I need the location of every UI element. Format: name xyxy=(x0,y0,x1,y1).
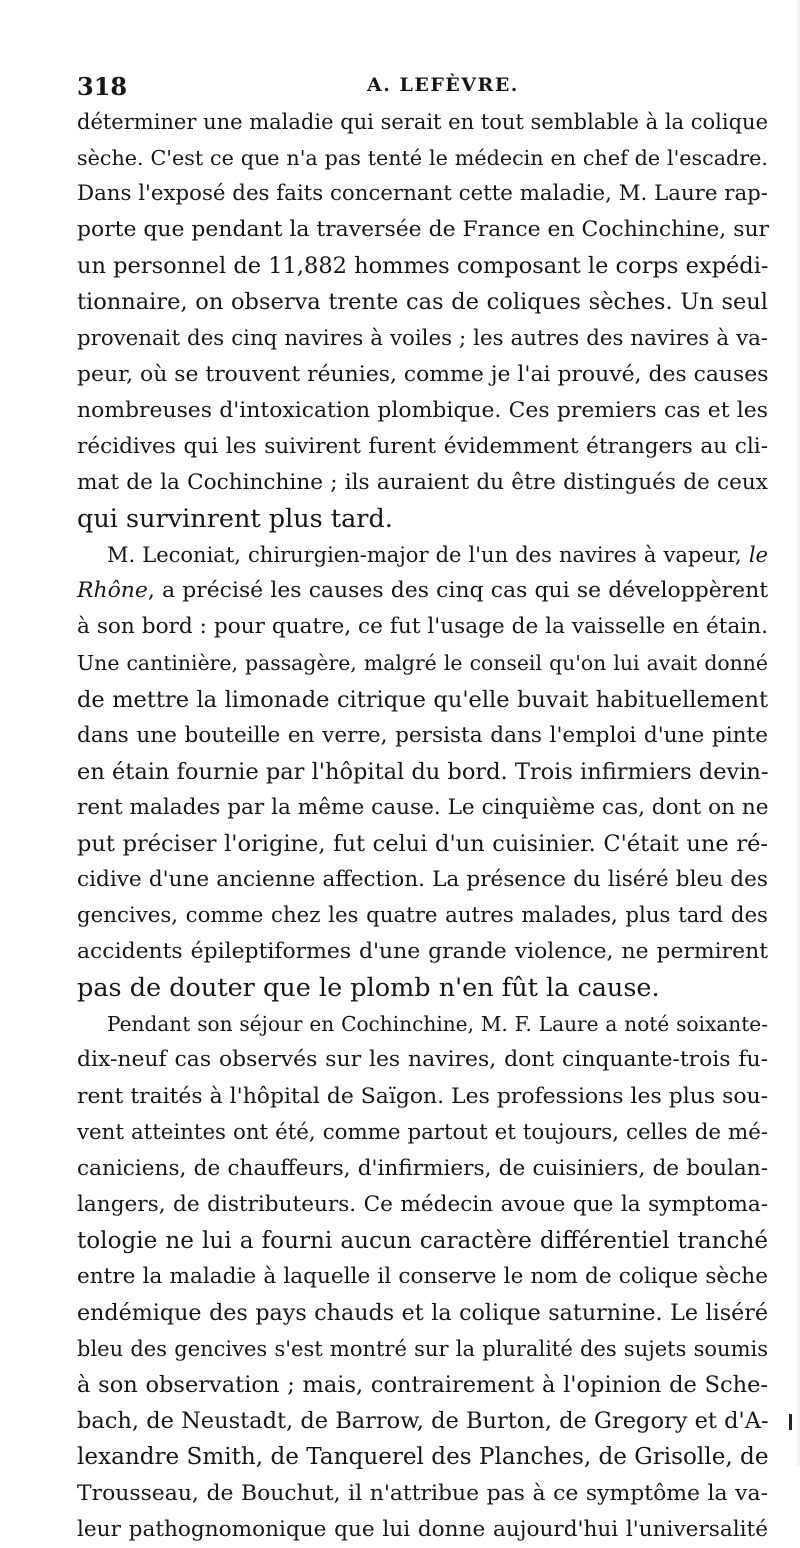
text-line xyxy=(77,1476,768,1512)
text-line xyxy=(77,754,768,790)
text-line xyxy=(77,537,768,573)
line-text: cidive d'une ancienne affection. La présence du liséré bleu des xyxy=(77,866,768,892)
text-line xyxy=(77,501,768,537)
text-line xyxy=(77,898,768,934)
text-line xyxy=(77,1512,768,1548)
text-line xyxy=(77,573,768,609)
line-text: M. Leconiat, chirurgien-major de l'un des navires à vapeur, xyxy=(107,543,749,568)
line-text: pas de douter que le plomb n'en fût la cause. xyxy=(77,973,660,1004)
text-line xyxy=(77,429,768,465)
line-text: Trousseau, de Bouchut, il n'attribue pas à ce symptôme la va- xyxy=(77,1480,768,1506)
page-header xyxy=(77,72,767,106)
body-text xyxy=(77,104,768,1548)
line-text: rent traités à l'hôpital de Saïgon. Les professions les plus sou- xyxy=(77,1083,768,1109)
line-text: gencives, comme chez les quatre autres malades, plus tard des xyxy=(77,903,768,929)
line-text: dix-neuf cas observés sur les navires, dont cinquante-trois fu- xyxy=(77,1047,768,1073)
running-head: A. LEFÈVRE. xyxy=(367,74,519,96)
line-text: caniciens, de chauffeurs, d'infirmiers, de cuisiniers, de boulan- xyxy=(77,1155,768,1181)
line-text: endémique des pays chauds et la colique saturnine. Le liséré xyxy=(77,1300,768,1327)
text-line xyxy=(77,1079,768,1115)
text-line xyxy=(77,1115,768,1151)
text-line xyxy=(77,718,768,754)
text-line xyxy=(77,104,768,140)
text-line xyxy=(77,970,768,1006)
text-line xyxy=(77,465,768,501)
line-text: tionnaire, on observa trente cas de coliques sèches. Un seul xyxy=(77,289,768,316)
text-line xyxy=(77,826,768,862)
line-text: en étain fournie par l'hôpital du bord. Trois infirmiers devin- xyxy=(77,758,769,785)
line-text: mat de la Cochinchine ; ils auraient du être distingués de ceux xyxy=(77,469,768,495)
page-edge xyxy=(794,0,800,1466)
text-line xyxy=(77,1403,768,1439)
line-text: nombreuses d'intoxication plombique. Ces premiers cas et les xyxy=(77,397,768,423)
text-line xyxy=(77,1042,768,1078)
text-line xyxy=(77,862,768,898)
line-text: à son bord : pour quatre, ce fut l'usage de la vaisselle en étain. xyxy=(77,614,768,640)
ship-name: Rhône xyxy=(77,578,148,604)
line-text: provenait des cinq navires à voiles ; les autres des navires à va- xyxy=(77,325,768,351)
line-text: bleu des gencives s'est montré sur la pluralité des sujets soumis xyxy=(77,1337,768,1362)
line-text: lexandre Smith, de Tanquerel des Planches, de Grisolle, de xyxy=(77,1444,769,1471)
text-line xyxy=(77,1367,768,1403)
text-line xyxy=(77,645,768,681)
line-text: rent malades par la même cause. Le cinquième cas, dont on ne xyxy=(77,794,769,820)
line-text: , a précisé les causes des cinq cas qui se développèrent xyxy=(147,578,768,604)
text-line xyxy=(77,609,768,645)
text-line xyxy=(77,176,768,212)
line-text: tologie ne lui a fourni aucun caractère différentiel tranché xyxy=(77,1227,768,1254)
text-line xyxy=(77,212,768,248)
line-text: put préciser l'origine, fut celui d'un cuisinier. C'était une ré- xyxy=(77,830,768,857)
line-text: dans une bouteille en verre, persista dans l'emploi d'une pinte xyxy=(77,722,768,748)
line-text: déterminer une maladie qui serait en tout semblable à la colique xyxy=(77,110,768,134)
text-line xyxy=(77,357,768,393)
line-text: langers, de distributeurs. Ce médecin avoue que la symptoma- xyxy=(77,1191,768,1217)
text-line xyxy=(77,248,768,284)
line-text: Dans l'exposé des faits concernant cette maladie, M. Laure rap- xyxy=(77,181,768,207)
line-text: à son observation ; mais, contrairement à l'opinion de Sche- xyxy=(77,1372,768,1399)
line-text: Pendant son séjour en Cochinchine, M. F. Laure a noté soixante- xyxy=(107,1012,768,1037)
text-line xyxy=(77,1295,768,1331)
line-text: Une cantinière, passagère, malgré le conseil qu'on lui avait donné xyxy=(77,651,768,676)
text-line xyxy=(77,393,768,429)
text-line xyxy=(77,1331,768,1367)
line-text: de mettre la limonade citrique qu'elle buvait habituellement xyxy=(77,686,768,713)
line-text: accidents épileptiformes d'une grande violence, ne permirent xyxy=(77,939,768,965)
text-line xyxy=(77,1151,768,1187)
page-number: 318 xyxy=(77,72,128,101)
line-text: entre la maladie à laquelle il conserve le nom de colique sèche xyxy=(77,1264,768,1289)
line-text: sèche. C'est ce que n'a pas tenté le médecin en chef de l'escadre. xyxy=(77,146,768,171)
text-line xyxy=(77,1259,768,1295)
line-text: leur pathognomonique que lui donne aujourd'hui l'universalité xyxy=(77,1516,768,1542)
line-text: un personnel de 11,882 hommes composant le corps expédi- xyxy=(77,253,769,280)
text-line xyxy=(77,1006,768,1042)
margin-mark xyxy=(789,1414,792,1430)
text-line xyxy=(77,682,768,718)
line-text: qui survinrent plus tard. xyxy=(77,504,393,535)
text-line xyxy=(77,321,768,357)
ship-name: le xyxy=(748,543,768,568)
line-text: bach, de Neustadt, de Barrow, de Burton, de Gregory et d'A- xyxy=(77,1408,769,1435)
text-line xyxy=(77,1187,768,1223)
text-line xyxy=(77,140,768,176)
line-text: récidives qui les suivirent furent évidemment étrangers au cli- xyxy=(77,433,768,459)
text-line xyxy=(77,1223,768,1259)
text-line xyxy=(77,790,768,826)
line-text: peur, où se trouvent réunies, comme je l'ai prouvé, des causes xyxy=(77,361,769,387)
text-line xyxy=(77,934,768,970)
line-text: vent atteintes ont été, comme partout et toujours, celles de mé- xyxy=(77,1119,768,1145)
text-line xyxy=(77,284,768,320)
text-line xyxy=(77,1439,768,1475)
line-text: porte que pendant la traversée de France en Cochinchine, sur xyxy=(77,217,770,243)
